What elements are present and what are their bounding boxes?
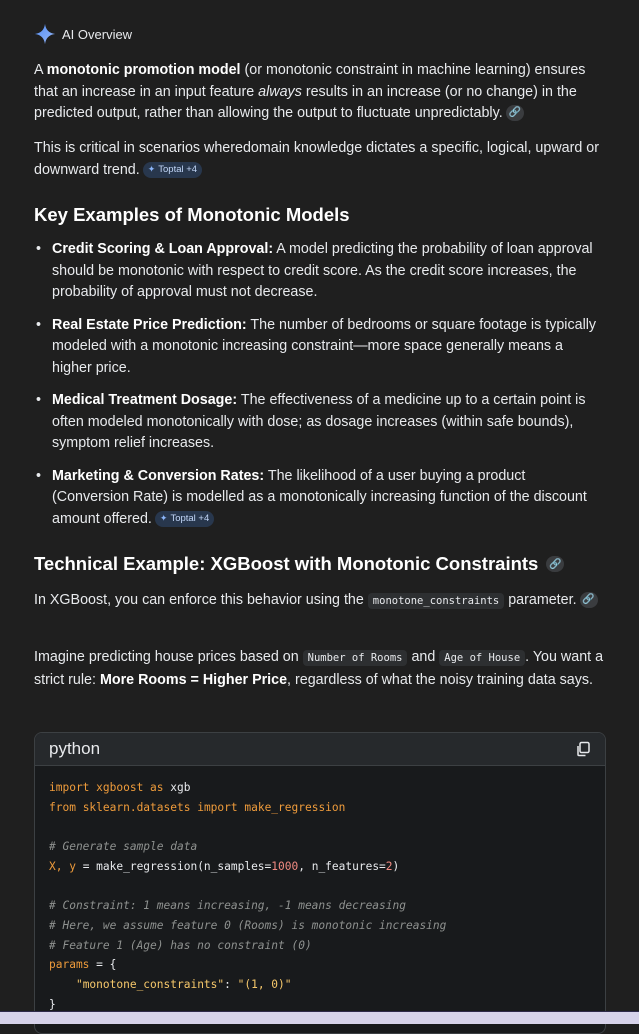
inline-code: Age of House (439, 650, 525, 666)
inline-code: monotone_constraints (368, 593, 504, 609)
code-comment: # Feature 1 (Age) has no constraint (0) (49, 938, 312, 952)
code-language-label: python (49, 739, 101, 758)
list-item-title: Medical Treatment Dosage: (52, 392, 238, 408)
code-token: import (49, 781, 90, 794)
code-token: import (197, 800, 238, 814)
source-star-icon: ✦ (147, 163, 156, 174)
code-number: 1000 (271, 859, 299, 873)
key-examples-list (34, 239, 606, 541)
list-item (34, 466, 606, 531)
code-comment: # Generate sample data (49, 840, 198, 854)
code-content (35, 766, 605, 1026)
technical-text: . You want a strict rule: (34, 649, 604, 688)
technical-text: parameter. (504, 592, 577, 608)
list-item-text: The effectiveness of a medicine up to a certain point is often modeled monotonically with dose; as dosage increases (within safe bounds), symptom relief increases. (52, 392, 586, 451)
technical-text: Imagine predicting house prices based on (34, 649, 303, 665)
intro-paragraph (34, 60, 599, 125)
intro-italic: always (258, 83, 302, 100)
list-item (34, 315, 606, 380)
code-comment: # Constraint: 1 means increasing, -1 means decreasing (49, 899, 406, 913)
code-block (34, 732, 606, 1034)
technical-text: and (407, 649, 440, 665)
intro-text: (or monotonic constraint in machine learning) ensures that an increase in an input feature (34, 62, 586, 100)
list-item (34, 390, 606, 455)
code-token: = make_regression(n_samples= (75, 859, 272, 873)
code-token: : (224, 978, 238, 992)
code-token: ) (392, 859, 400, 873)
code-token: xgb (163, 781, 191, 794)
intro-text: results in an increase (or no change) in the predicted output, rather than allowing the output to fluctuate unpredictably. (34, 83, 577, 121)
code-number: 2 (385, 859, 393, 873)
link-icon[interactable]: 🔗 (580, 592, 598, 608)
code-token: } (49, 997, 56, 1011)
ai-overview-title: AI Overview (62, 26, 133, 42)
inline-code: Number of Rooms (303, 650, 408, 666)
code-token: X, y (49, 859, 76, 873)
list-item-title: Real Estate Price Prediction: (52, 316, 247, 333)
technical-paragraph-2 (34, 647, 606, 691)
code-token: sklearn.datasets (75, 800, 198, 814)
list-item (34, 239, 606, 304)
technical-text: , regardless of what the noisy training data says. (287, 671, 594, 688)
ai-overview-header (34, 22, 132, 46)
code-token: xgboost (89, 781, 151, 794)
list-item-text: The number of bedrooms or square footage is typically modeled with a monotonic increasing constraint—more space generally means a higher price. (52, 316, 597, 376)
technical-heading: Technical Example: XGBoost with Monotonic Constraints (34, 553, 539, 574)
code-token: from (49, 800, 76, 814)
code-token: make_regression (237, 800, 346, 814)
code-token: , n_features= (298, 859, 386, 873)
technical-text: In XGBoost, you can enforce this behavior using the (34, 592, 368, 608)
code-token: = { (89, 958, 117, 972)
intro-bold: monotonic promotion model (46, 62, 241, 78)
sparkle-icon (34, 23, 56, 45)
source-chip[interactable] (155, 511, 214, 527)
source-chip-label: Toptal +4 (170, 512, 210, 524)
list-item-title: Marketing & Conversion Rates: (52, 467, 265, 484)
code-token: params (49, 958, 90, 972)
key-examples-heading: Key Examples of Monotonic Models (34, 204, 350, 225)
code-string: "monotone_constraints" (75, 978, 225, 992)
source-chip-label: Toptal +4 (158, 163, 198, 175)
source-chip[interactable] (143, 162, 202, 178)
link-icon[interactable]: 🔗 (546, 556, 564, 572)
list-item-title: Credit Scoring & Loan Approval: (52, 241, 274, 257)
list-item-text: A model predicting the probability of loan approval should be monotonic with respect to credit score. As the credit score increases, the probability of approval must not decrease. (52, 241, 593, 300)
code-block-header (35, 733, 605, 766)
code-token: as (150, 781, 164, 794)
code-comment: # Here, we assume feature 0 (Rooms) is monotonic increasing (49, 918, 447, 932)
technical-heading-row (34, 553, 564, 575)
copy-icon[interactable] (575, 741, 591, 757)
list-item-text: The likelihood of a user buying a product (Conversion Rate) is modelled as a monotonically increasing function of the discount amount offered. (52, 467, 587, 527)
bottom-bar (0, 1012, 639, 1024)
link-icon[interactable]: 🔗 (506, 105, 524, 121)
intro-text: A (34, 62, 47, 78)
source-star-icon: ✦ (159, 512, 168, 523)
technical-paragraph (34, 590, 599, 613)
code-string: "(1, 0)" (237, 978, 292, 992)
intro-text-2: This is critical in scenarios wheredomain knowledge dictates a specific, logical, upward or downward trend. (34, 140, 599, 178)
technical-bold: More Rooms = Higher Price (99, 671, 288, 688)
intro-paragraph-2 (34, 138, 599, 181)
